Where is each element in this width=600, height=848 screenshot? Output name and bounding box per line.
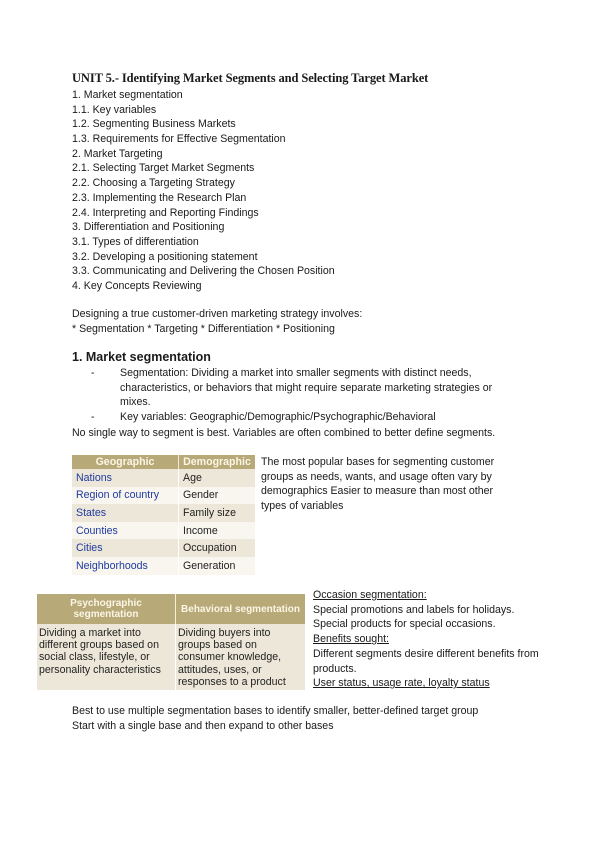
table-header: Geographic (72, 455, 179, 469)
table-row (72, 539, 255, 557)
table-row (72, 504, 255, 522)
intro-line: Designing a true customer-driven marketing strategy involves: (72, 308, 363, 320)
table-cell: Counties (72, 522, 179, 540)
table-cell: Occupation (179, 539, 256, 557)
table-header: Psychographic segmentation (37, 594, 176, 624)
intro-paragraph (72, 307, 362, 336)
toc-item: 3.1. Types of differentiation (72, 235, 199, 248)
table-header: Demographic (179, 455, 256, 469)
toc-item: 1.3. Requirements for Effective Segmentation (72, 133, 286, 146)
closing-notes (72, 704, 478, 733)
table-cell: Income (179, 522, 256, 540)
table-cell: States (72, 504, 179, 522)
toc-item: 4. Key Concepts Reviewing (72, 279, 202, 292)
table-cell: Gender (179, 487, 256, 505)
behavioral-notes (313, 588, 553, 691)
table-cell: Family size (179, 504, 256, 522)
table-row (37, 624, 305, 690)
toc-item: 2.1. Selecting Target Market Segments (72, 162, 255, 175)
table-cell: Dividing buyers into groups based on consumer knowledge, attitudes, uses, or responses to a product (176, 624, 306, 690)
bullet-item: - Segmentation: Dividing a market into smaller segments with distinct needs, characteristics, or behaviors that might require separate marketing strategies or mixes. (72, 366, 512, 410)
toc-item: 2. Market Targeting (72, 147, 163, 160)
toc-item: 2.3. Implementing the Research Plan (72, 191, 247, 204)
table-cell: Nations (72, 469, 179, 487)
table-cell: Age (179, 469, 256, 487)
note-line: Different segments desire different benefits from products. (313, 647, 539, 675)
section-heading: 1. Market segmentation (72, 350, 211, 364)
psychographic-behavioral-table (37, 594, 305, 690)
toc-item: 1. Market segmentation (72, 89, 183, 101)
table-cell: Generation (179, 557, 256, 575)
note-line: Special promotions and labels for holidays. (313, 603, 515, 616)
bullet-item: - Key variables: Geographic/Demographic/Psychographic/Behavioral (72, 410, 512, 425)
closing-line: Start with a single base and then expand to other bases (72, 719, 334, 732)
table-row (72, 522, 255, 540)
table-row (72, 487, 255, 505)
toc-item: 3. Differentiation and Positioning (72, 221, 225, 234)
geographic-demographic-table (72, 455, 255, 575)
benefits-heading: Benefits sought: (313, 633, 389, 646)
table-cell: Cities (72, 539, 179, 557)
document-title: UNIT 5.- Identifying Market Segments and Selecting Target Market (72, 71, 429, 85)
table-of-contents (72, 88, 335, 294)
table-cell: Neighborhoods (72, 557, 179, 575)
toc-item: 2.4. Interpreting and Reporting Findings (72, 206, 259, 219)
segmentation-bullets (72, 366, 512, 425)
table-row (72, 469, 255, 487)
table-header: Behavioral segmentation (176, 594, 306, 624)
table-cell: Dividing a market into different groups based on social class, lifestyle, or personality characteristics (37, 624, 176, 690)
table-note: The most popular bases for segmenting customer groups as needs, wants, and usage often vary by demographics Easier to measure than most other types of variables (261, 456, 495, 513)
table-cell: Region of country (72, 487, 179, 505)
toc-item: 2.2. Choosing a Targeting Strategy (72, 177, 235, 190)
user-status-heading: User status, usage rate, loyalty status (313, 677, 490, 690)
table-row (72, 557, 255, 575)
note-line: Special products for special occasions. (313, 618, 496, 631)
occasion-heading: Occasion segmentation: (313, 589, 427, 601)
segmentation-note: No single way to segment is best. Variables are often combined to better define segments. (72, 427, 496, 439)
toc-item: 3.2. Developing a positioning statement (72, 250, 258, 263)
toc-item: 3.3. Communicating and Delivering the Chosen Position (72, 265, 335, 278)
toc-item: 1.1. Key variables (72, 103, 157, 116)
toc-item: 1.2. Segmenting Business Markets (72, 118, 236, 131)
closing-line: Best to use multiple segmentation bases to identify smaller, better-defined target group (72, 705, 479, 717)
intro-line: * Segmentation * Targeting * Differentiation * Positioning (72, 322, 335, 335)
